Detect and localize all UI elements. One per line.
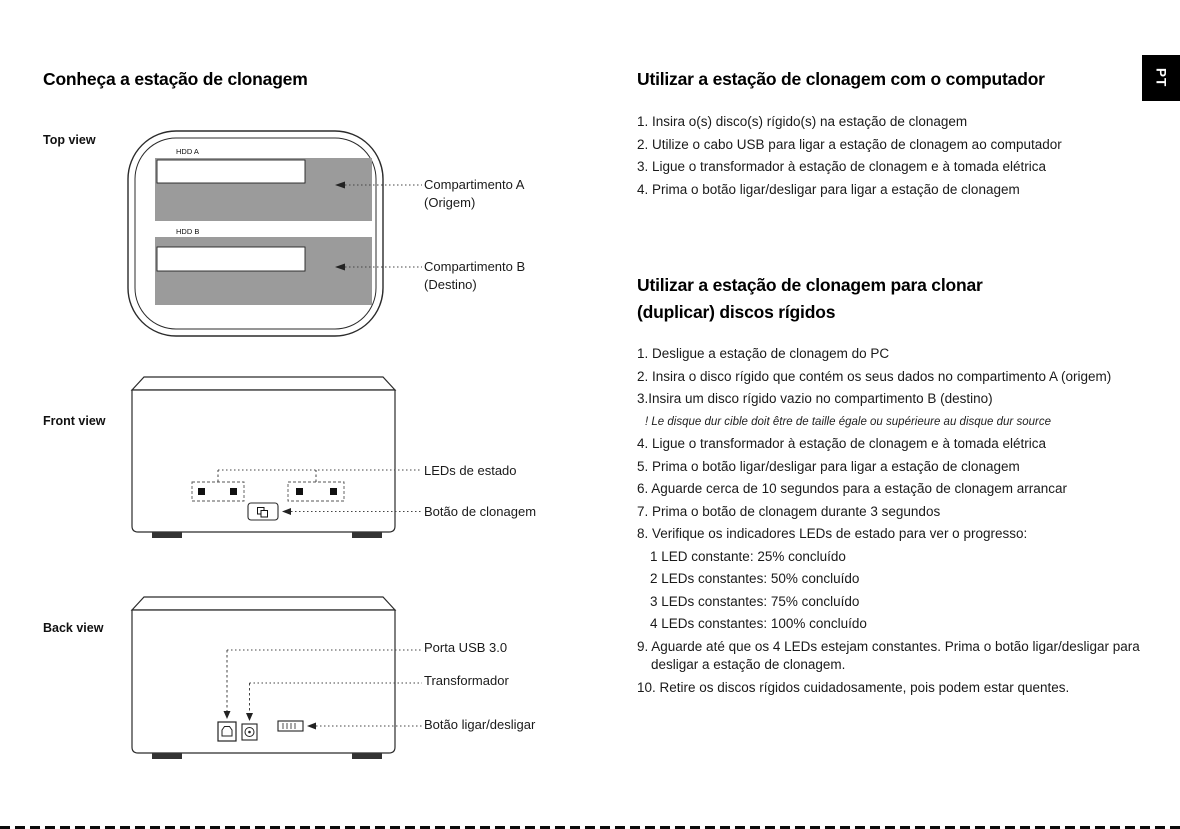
- bay-a-drive: [157, 160, 305, 183]
- power-jack-pin-icon: [248, 731, 251, 734]
- clone-button-callout: Botão de clonagem: [424, 504, 537, 519]
- usb-port-icon: [218, 722, 236, 741]
- bay-b-callout-line1: Compartimento B: [424, 259, 526, 274]
- device-foot-left: [152, 753, 182, 759]
- back-view-label: Back view: [43, 621, 104, 635]
- led-progress-2: 2 LEDs constantes: 50% concluído: [650, 571, 860, 586]
- led-progress-4: 4 LEDs constantes: 100% concluído: [650, 616, 867, 631]
- device-back-face: [132, 610, 395, 753]
- power-button-callout: Botão ligar/desligar: [424, 717, 536, 732]
- clone-step-9: 9. Aguarde até que os 4 LEDs estejam constantes. Prima o botão ligar/desligar para desligar a estação de clonagem.: [637, 638, 1140, 672]
- clone-step-4: 4. Ligue o transformador à estação de clonagem e à tomada elétrica: [637, 436, 1046, 451]
- hdd-a-slot-label: HDD A: [176, 147, 199, 156]
- clone-section-title: [637, 272, 983, 325]
- clone-steps-list: [637, 345, 1157, 701]
- led-progress-3: 3 LEDs constantes: 75% concluído: [650, 593, 860, 609]
- clone-section-title-line2: (duplicar) discos rígidos: [637, 301, 836, 322]
- status-leds-callout: LEDs de estado: [424, 463, 517, 478]
- bay-b-drive: [157, 247, 305, 271]
- status-led-2-icon: [230, 488, 237, 495]
- language-tab: [1142, 55, 1180, 101]
- clone-step-note: ! Le disque dur cible doit être de taille égale ou supérieure au disque dur source: [645, 415, 1051, 428]
- device-foot-right: [352, 753, 382, 759]
- computer-step-1: 1. Insira o(s) disco(s) rígido(s) na estação de clonagem: [637, 114, 968, 129]
- top-view-label: Top view: [43, 133, 96, 147]
- hdd-b-slot-label: HDD B: [176, 227, 200, 236]
- status-led-3-icon: [296, 488, 303, 495]
- clone-step-3: 3.Insira um disco rígido vazio no compartimento B (destino): [637, 391, 993, 406]
- bay-b-callout-line2: (Destino): [424, 277, 477, 292]
- language-tab-label: PT: [1153, 68, 1169, 88]
- computer-step-2: 2. Utilize o cabo USB para ligar a estação de clonagem ao computador: [637, 136, 1062, 152]
- status-led-4-icon: [330, 488, 337, 495]
- led-progress-1: 1 LED constante: 25% concluído: [650, 548, 846, 564]
- front-view-label: Front view: [43, 414, 106, 428]
- device-top-face: [132, 377, 395, 390]
- front-view-diagram: [120, 370, 424, 550]
- computer-step-3: 3. Ligue o transformador à estação de clonagem e à tomada elétrica: [637, 159, 1046, 174]
- clone-step-10: 10. Retire os discos rígidos cuidadosamente, pois podem estar quentes.: [637, 679, 1070, 695]
- power-adapter-callout: Transformador: [424, 673, 509, 688]
- computer-step-4: 4. Prima o botão ligar/desligar para ligar a estação de clonagem: [637, 181, 1020, 197]
- usb-port-callout: Porta USB 3.0: [424, 640, 508, 655]
- bay-a-callout-line1: Compartimento A: [424, 177, 525, 192]
- device-top-face: [132, 597, 395, 610]
- clone-step-1: 1. Desligue a estação de clonagem do PC: [637, 346, 890, 361]
- left-column-title: Conheça a estação de clonagem: [43, 69, 308, 89]
- clone-step-2: 2. Insira o disco rígido que contém os seus dados no compartimento A (origem): [637, 368, 1112, 384]
- device-foot-right: [352, 532, 382, 538]
- clone-step-7: 7. Prima o botão de clonagem durante 3 segundos: [637, 503, 941, 519]
- clone-step-8: 8. Verifique os indicadores LEDs de estado para ver o progresso:: [637, 526, 1028, 541]
- clone-button-icon-overlay: [261, 511, 268, 518]
- back-view-diagram: [120, 590, 424, 770]
- bay-a-callout-line2: (Origem): [424, 195, 476, 210]
- clone-step-6: 6. Aguarde cerca de 10 segundos para a estação de clonagem arrancar: [637, 481, 1068, 496]
- device-foot-left: [152, 532, 182, 538]
- clone-section-title-line1: Utilizar a estação de clonagem para clonar: [637, 275, 983, 295]
- top-view-diagram: [120, 126, 424, 341]
- computer-steps-list: [637, 113, 1157, 203]
- status-led-1-icon: [198, 488, 205, 495]
- power-switch-icon: [278, 721, 303, 731]
- computer-section-title: Utilizar a estação de clonagem com o computador: [637, 69, 1045, 89]
- clone-step-5: 5. Prima o botão ligar/desligar para ligar a estação de clonagem: [637, 458, 1020, 474]
